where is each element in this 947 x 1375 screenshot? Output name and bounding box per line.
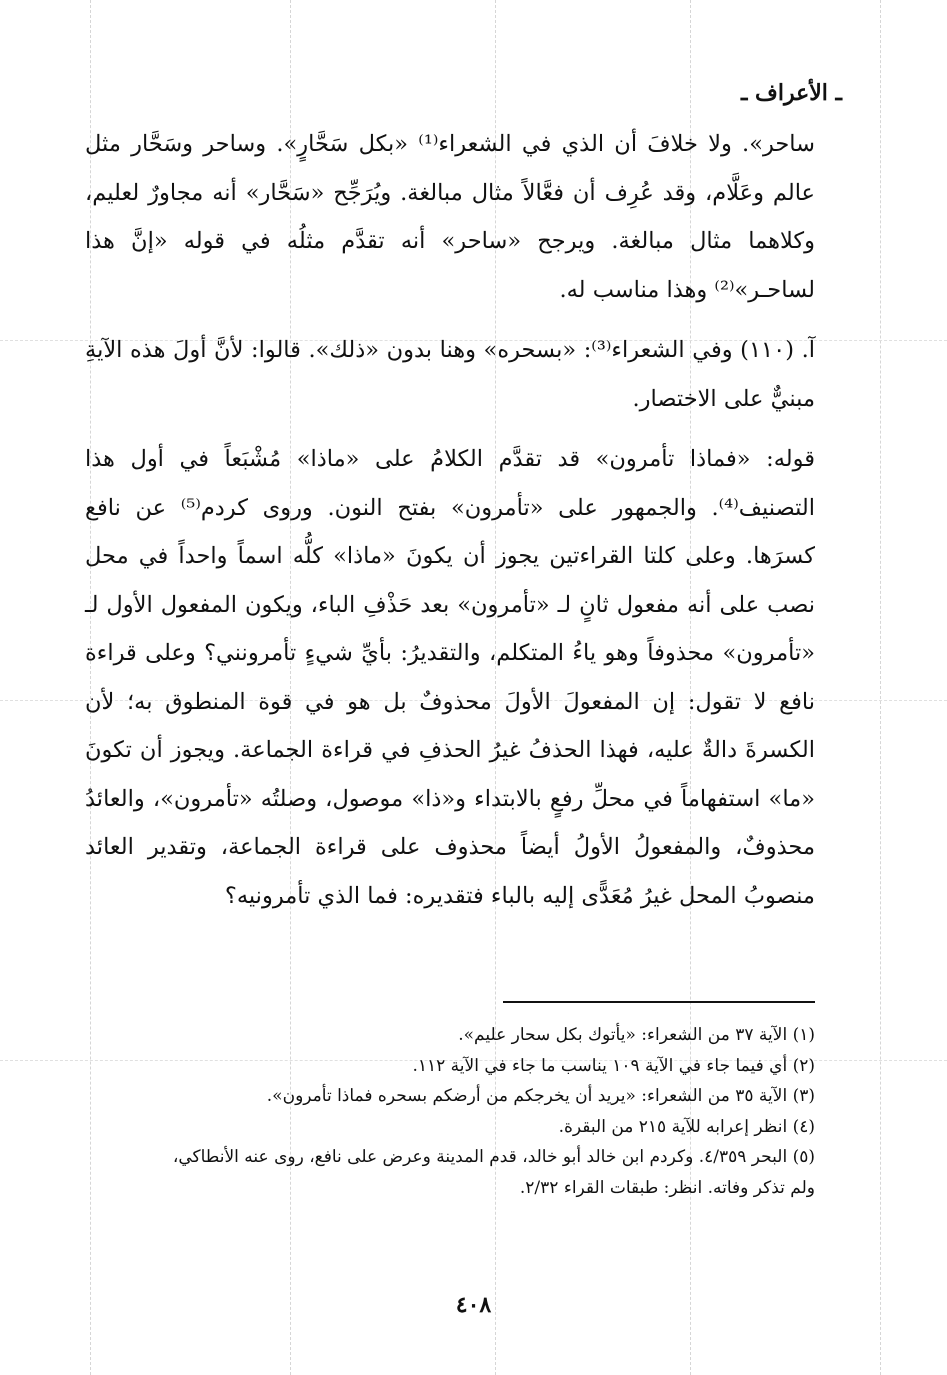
footnote-1: (١) الآية ٣٧ من الشعراء: «يأتوك بكل سحار عليم». (458, 1025, 815, 1045)
footnote-4: (٤) انظر إعرابه للآية ٢١٥ من البقرة. (558, 1116, 815, 1137)
paragraph: قوله: «فماذا تأمرون» قد تقدَّم الكلامُ على «ماذا» مُشْبَعاً في أول هذا التصنيف⁽⁴⁾. والجمهور على «تأمرون» بفتح النون. وروى كردم⁽⁵⁾ عن نافع كسرَها. وعلى كلتا القراءتين يجوز أن يكونَ «ماذا» كلُّه اسماً واحداً في محل نصب على أنه مفعول ثانٍ لـ «تأمرون» بعد حَذْفِ الباء، ويكون المفعول الأول لـ «تأمرون» محذوفاً وهو ياءُ المتكلم، والتقديرُ: بأيِّ شيءٍ تأمرونني؟ وعلى قراءة نافع لا تقول: إن المفعولَ الأولَ محذوفٌ بل هو في قوة المنطوق به؛ لأن الكسرةَ دالةٌ عليه، فهذا الحذفُ غيرُ الحذفِ في قراءة الجماعة. ويجوز أن تكونَ «ما» استفهاماً في محلِّ رفعٍ بالابتداء و«ذا» موصول، وصلتُه «تأمرون»، والعائدُ محذوفٌ، والمفعولُ الأولُ أيضاً محذوف على قراءة الجماعة، وتقدير العائد منصوبُ المحل غيرُ مُعَدًّى إليه بالباء فتقديره: فما الذي تأمرونيه؟ (85, 446, 816, 909)
footnote-3: (٣) الآية ٣٥ من الشعراء: «يريد أن يخرجكم من أرضكم بسحره فماذا تأمرون». (266, 1086, 815, 1106)
scan-guide-line (880, 0, 881, 1375)
paragraph: ساحر». ولا خلافَ أن الذي في الشعراء⁽¹⁾ «بكل سَحَّارٍ». وساحر وسَحَّار مثل عالم وعَلَّام، وقد عُرِف أن فعَّالاً مثال مبالغة. ويُرَجِّح «سَحَّار» أنه مجاورٌ لعليم، وكلاهما مثال مبالغة. ويرجح «ساحر» أنه تقدَّم مثلُه في قوله «إنَّ هذا لساحـر»⁽²⁾ وهذا مناسب له. (85, 131, 815, 303)
footnote-5: (٥) البحر ٤/٣٥٩. وكردم ابن خالد أبو خالد، قدم المدينة وعرض على نافع، روى عنه الأنطاكي، ولم تذكر وفاته. انظر: طبقات القراء ٢/٣٢. (172, 1147, 815, 1198)
paragraph: آ. (١١٠) وفي الشعراء⁽³⁾: «بسحره» وهنا بدون «ذلك». قالوا: لأنَّ أولَ هذه الآيةِ مبنيٌّ على الاختصار. (85, 337, 815, 412)
page-number: ٤٠٨ (455, 1292, 492, 1318)
footnote-2: (٢) أي فيما جاء في الآية ١٠٩ يناسب ما جاء في الآية ١١٢. (412, 1055, 815, 1076)
footnote-separator (503, 1001, 815, 1003)
footnotes (150, 1020, 815, 1203)
running-header: ـ الأعراف ـ (740, 80, 842, 106)
main-text (85, 120, 815, 920)
